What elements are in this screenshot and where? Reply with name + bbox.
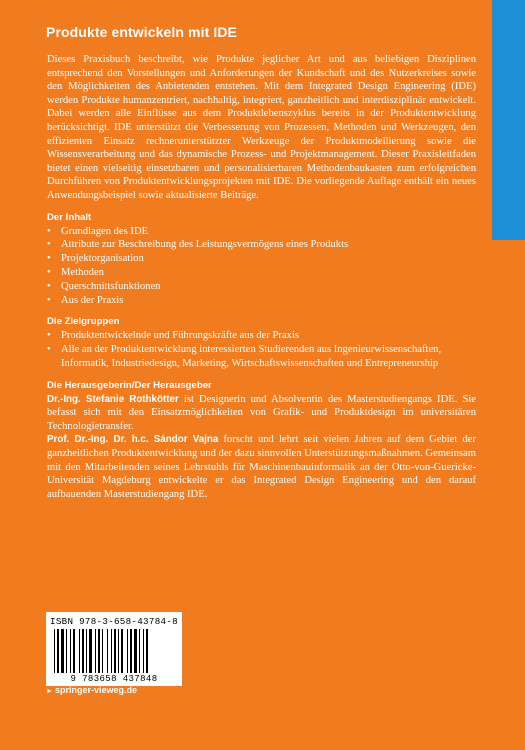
author-name-2: Prof. Dr.-Ing. Dr. h.c. Sándor Vajna (47, 434, 219, 446)
zielgruppen-section (47, 316, 476, 370)
isbn-label: ISBN 978-3-658-43784-8 (50, 616, 178, 627)
barcode-icon (54, 629, 174, 673)
zielgruppen-heading: Die Zielgruppen (47, 316, 120, 328)
zielgruppen-list (47, 329, 476, 370)
author-bio-1 (47, 393, 476, 434)
arrow-icon: ► (46, 688, 53, 695)
list-item: • Projektorganisation (47, 252, 476, 266)
author-bio-2 (47, 433, 476, 501)
inhalt-list (47, 225, 476, 308)
list-item: • Attribute zur Beschreibung des Leistungsvermögens eines Produkts (47, 238, 476, 252)
herausgeber-section (47, 380, 476, 502)
list-item: • Methoden (47, 266, 476, 280)
barcode-digits: 9 783658 437848 (70, 674, 158, 684)
inhalt-heading: Der Inhalt (47, 211, 92, 223)
publisher-url-text[interactable]: springer-vieweg.de (54, 685, 137, 695)
author-text-1: ist Designerin und Absolventin des Masterstudiengangs IDE. Sie befasst sich mit den Einsatzmöglichkeiten von Grafik- und Produktdesign im universitären Technologietransfer. (47, 393, 476, 432)
list-item: • Produktentwickelnde und Führungskräfte aus der Praxis (47, 329, 476, 343)
book-title: Produkte entwickeln mit IDE (46, 24, 237, 40)
back-cover-text (47, 53, 476, 501)
herausgeber-heading: Die Herausgeberin/Der Herausgeber (47, 379, 212, 391)
list-item: • Querschnittsfunktionen (47, 280, 476, 294)
inhalt-section (47, 212, 476, 308)
publisher-url[interactable] (46, 685, 137, 695)
author-text-2: forscht und lehrt seit vielen Jahren auf dem Gebiet der ganzheitlichen Produktentwicklung und der dazu sinnvollen Unterstützungsmaßnahmen. Gemeinsam mit den Mitarbeitenden seines Lehrstuhls für Maschinenbauinformatik an der Otto-von-Guericke-Universität Magdeburg entwickelte er das Integrated Design Engineering und den darauf aufbauenden Masterstudiengang IDE. (47, 434, 476, 500)
list-item: • Aus der Praxis (47, 294, 476, 308)
author-name-1: Dr.-Ing. Stefanie Rothkötter (47, 393, 179, 405)
blue-accent-tab (492, 0, 525, 240)
list-item: • Grundlagen des IDE (47, 225, 476, 239)
intro-paragraph: Dieses Praxisbuch beschreibt, wie Produkte jeglicher Art und aus beliebigen Disziplinen entsprechend den Vorstellungen und Anforderungen der Kundschaft und des Nutzerkreises sowie den Möglichkeiten des Anbietenden entstehen. Mit dem Integrated Design Engineering (IDE) werden Produkte humanzentriert, nachhaltig, integriert, ganzheitlich und interdisziplinär entwickelt. Dabei werden alle Einflüsse aus dem Produktlebenszyklus bereits in der Produktentwicklung berücksichtigt. IDE unterstützt die Verbesserung von Prozessen, Methoden und Werkzeugen, den effizienten Einsatz rechnerunterstützter Werkzeuge der Produktmodellierung sowie die Wissensverarbeitung und das dynamische Prozess- und Projektmanagement. Dieser Praxisleitfaden bietet einen vielseitig einsetzbaren und personalisierbaren Methodenbaukasten zum erfolgreichen Durchführen von Produktentwicklungsprojekten mit IDE. Die vorliegende Auflage enthält ein neues Anwendungsbeispiel sowie aktualisierte Beiträge. (47, 54, 476, 201)
isbn-barcode (46, 612, 182, 686)
list-item: • Alle an der Produktentwicklung interessierten Studierenden aus Ingenieurwissenschaften, Informatik, Industriedesign, Marketing, Wirtschaftswissenschaften und Entrepreneurship (47, 343, 476, 371)
